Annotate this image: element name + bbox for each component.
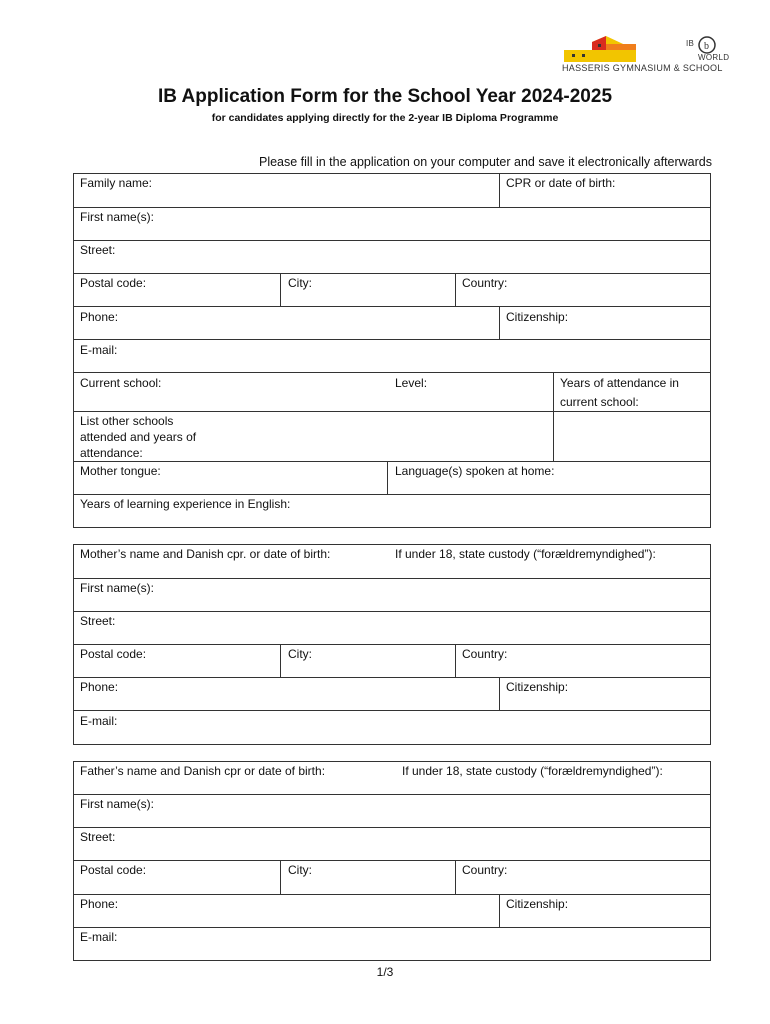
other-schools-field[interactable]: List other schools attended and years of attendance: — [80, 414, 197, 460]
years-attendance-field[interactable]: Years of attendance in current school: — [560, 376, 679, 409]
languages-home-field[interactable]: Language(s) spoken at home: — [395, 464, 555, 478]
page-subtitle: for candidates applying directly for the 2-year IB Diploma Programme — [211, 112, 559, 124]
level-field[interactable]: Level: — [395, 376, 428, 390]
page-title: IB Application Form for the School Year 2024-2025 — [157, 86, 613, 107]
mother-citizenship-field[interactable]: Citizenship: — [506, 680, 569, 694]
current-school-field[interactable]: Current school: — [80, 376, 162, 390]
father-street-field[interactable]: Street: — [80, 830, 116, 844]
mother-name-field[interactable]: Mother’s name and Danish cpr. or date of birth: — [80, 547, 331, 561]
email-field[interactable]: E-mail: — [80, 343, 118, 357]
citizenship-field[interactable]: Citizenship: — [506, 310, 569, 324]
years-english-field[interactable]: Years of learning experience in English: — [80, 497, 291, 511]
mother-city-field[interactable]: City: — [288, 647, 312, 661]
svg-text:b: b — [704, 41, 709, 52]
country-field[interactable]: Country: — [462, 276, 508, 290]
school-logo — [560, 36, 730, 76]
mother-postal-code-field[interactable]: Postal code: — [80, 647, 147, 661]
mother-street-field[interactable]: Street: — [80, 614, 116, 628]
cpr-field[interactable]: CPR or date of birth: — [506, 176, 616, 190]
father-postal-code-field[interactable]: Postal code: — [80, 863, 147, 877]
father-first-names-field[interactable]: First name(s): — [80, 797, 155, 811]
father-section — [73, 761, 711, 961]
first-names-field[interactable]: First name(s): — [80, 210, 155, 224]
ib-globe-icon — [698, 36, 716, 54]
mother-email-field[interactable]: E-mail: — [80, 714, 118, 728]
father-email-field[interactable]: E-mail: — [80, 930, 118, 944]
ib-label: IB — [686, 39, 695, 48]
father-country-field[interactable]: Country: — [462, 863, 508, 877]
page-number: 1/3 — [376, 965, 394, 979]
student-section — [73, 173, 711, 528]
father-custody-field[interactable]: If under 18, state custody (“forældremyndighed”): — [402, 764, 663, 778]
phone-field[interactable]: Phone: — [80, 310, 119, 324]
postal-code-field[interactable]: Postal code: — [80, 276, 147, 290]
mother-country-field[interactable]: Country: — [462, 647, 508, 661]
school-name: HASSERIS GYMNASIUM & SCHOOL — [562, 63, 723, 73]
father-phone-field[interactable]: Phone: — [80, 897, 119, 911]
city-field[interactable]: City: — [288, 276, 312, 290]
mother-tongue-field[interactable]: Mother tongue: — [80, 464, 161, 478]
mother-custody-field[interactable]: If under 18, state custody (“forældremyndighed”): — [395, 547, 656, 561]
father-name-field[interactable]: Father’s name and Danish cpr or date of birth: — [80, 764, 326, 778]
school-building-logo — [562, 36, 642, 62]
father-citizenship-field[interactable]: Citizenship: — [506, 897, 569, 911]
father-city-field[interactable]: City: — [288, 863, 312, 877]
mother-first-names-field[interactable]: First name(s): — [80, 581, 155, 595]
family-name-field[interactable]: Family name: — [80, 176, 153, 190]
street-field[interactable]: Street: — [80, 243, 116, 257]
mother-phone-field[interactable]: Phone: — [80, 680, 119, 694]
instruction-text: Please fill in the application on your computer and save it electronically afterwards — [258, 155, 712, 169]
ib-world-label: WORLD — [698, 53, 730, 62]
